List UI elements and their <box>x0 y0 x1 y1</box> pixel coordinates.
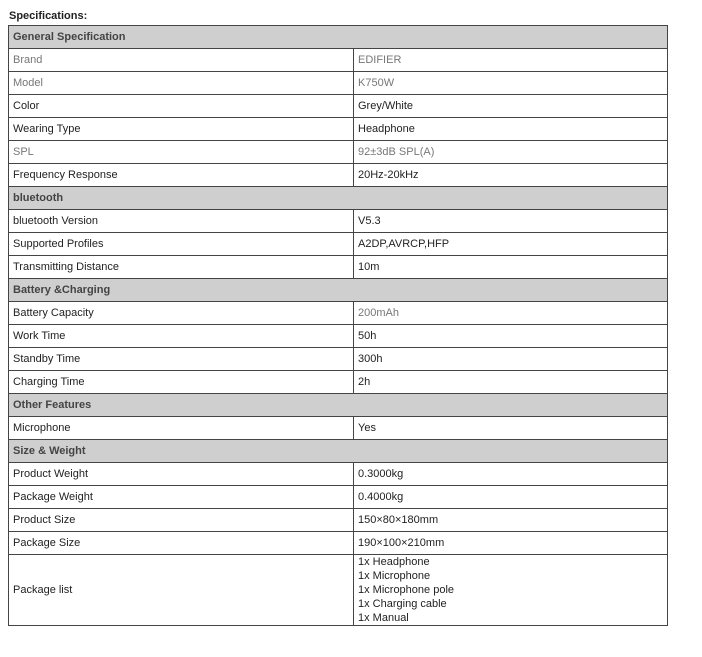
spec-row-package-size <box>9 532 668 555</box>
spec-row-product-weight <box>9 463 668 486</box>
spec-label: Brand <box>9 49 354 72</box>
spec-value: 150×80×180mm <box>354 509 668 532</box>
spec-value: Yes <box>354 417 668 440</box>
spec-row-model <box>9 72 668 95</box>
spec-row-bluetooth-version <box>9 210 668 233</box>
spec-value: V5.3 <box>354 210 668 233</box>
spec-label: Product Size <box>9 509 354 532</box>
section-header-bluetooth <box>9 187 668 210</box>
spec-row-product-size <box>9 509 668 532</box>
spec-label: Package list <box>9 555 354 626</box>
spec-value: 0.4000kg <box>354 486 668 509</box>
spec-value: 2h <box>354 371 668 394</box>
spec-value: 20Hz-20kHz <box>354 164 668 187</box>
section-header-other-features <box>9 394 668 417</box>
spec-value: 10m <box>354 256 668 279</box>
spec-row-standby-time <box>9 348 668 371</box>
package-list-item: 1x Manual <box>358 612 409 624</box>
section-header-size-weight <box>9 440 668 463</box>
spec-value: A2DP,AVRCP,HFP <box>354 233 668 256</box>
spec-label: Microphone <box>9 417 354 440</box>
spec-value: 50h <box>354 325 668 348</box>
spec-row-microphone <box>9 417 668 440</box>
package-list-item: 1x Microphone pole <box>358 584 455 596</box>
spec-label: Supported Profiles <box>9 233 354 256</box>
spec-row-frequency-response <box>9 164 668 187</box>
spec-row-brand <box>9 49 668 72</box>
spec-value: 0.3000kg <box>354 463 668 486</box>
spec-value: EDIFIER <box>354 49 668 72</box>
spec-label: Transmitting Distance <box>9 256 354 279</box>
spec-label: Package Weight <box>9 486 354 509</box>
spec-row-spl <box>9 141 668 164</box>
spec-row-wearing-type <box>9 118 668 141</box>
spec-label: Model <box>9 72 354 95</box>
spec-label: Battery Capacity <box>9 302 354 325</box>
spec-value: 190×100×210mm <box>354 532 668 555</box>
section-heading: Size & Weight <box>9 440 668 463</box>
section-header-battery-charging <box>9 279 668 302</box>
section-heading: Battery &Charging <box>9 279 668 302</box>
spec-label: Package Size <box>9 532 354 555</box>
spec-value: K750W <box>354 72 668 95</box>
spec-label: Product Weight <box>9 463 354 486</box>
spec-value: 300h <box>354 348 668 371</box>
spec-label: Standby Time <box>9 348 354 371</box>
spec-label: Frequency Response <box>9 164 354 187</box>
package-list-item: 1x Charging cable <box>358 598 447 610</box>
spec-row-work-time <box>9 325 668 348</box>
spec-value: Grey/White <box>354 95 668 118</box>
section-header-general-specification <box>9 26 668 49</box>
spec-row-battery-capacity <box>9 302 668 325</box>
specification-table <box>8 25 668 626</box>
section-heading: General Specification <box>9 26 668 49</box>
spec-row-package-weight <box>9 486 668 509</box>
spec-row-charging-time <box>9 371 668 394</box>
spec-value: 92±3dB SPL(A) <box>354 141 668 164</box>
spec-row-color <box>9 95 668 118</box>
package-list-item: 1x Microphone <box>358 570 431 582</box>
spec-value <box>354 555 668 626</box>
package-list-item: 1x Headphone <box>358 556 430 568</box>
spec-row-supported-profiles <box>9 233 668 256</box>
spec-row-package-list <box>9 555 668 626</box>
spec-value: Headphone <box>354 118 668 141</box>
spec-label: Work Time <box>9 325 354 348</box>
spec-label: SPL <box>9 141 354 164</box>
spec-label: Wearing Type <box>9 118 354 141</box>
spec-row-transmitting-distance <box>9 256 668 279</box>
spec-label: bluetooth Version <box>9 210 354 233</box>
spec-label: Charging Time <box>9 371 354 394</box>
section-heading: Other Features <box>9 394 668 417</box>
specifications-title: Specifications: <box>9 10 88 22</box>
spec-value: 200mAh <box>354 302 668 325</box>
spec-label: Color <box>9 95 354 118</box>
section-heading: bluetooth <box>9 187 668 210</box>
